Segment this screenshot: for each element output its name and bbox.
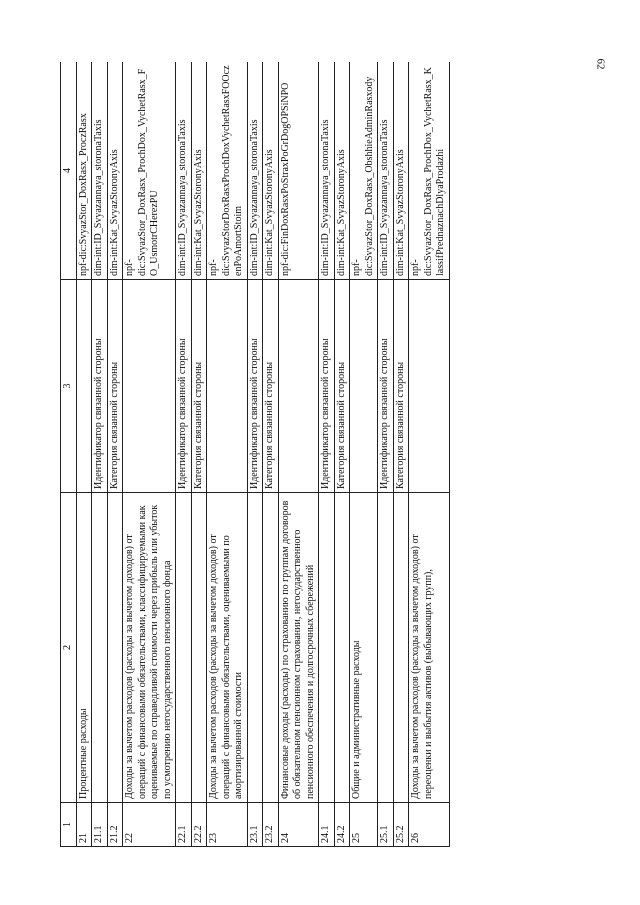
row-name-cell (319, 493, 335, 803)
row-name-cell (176, 493, 192, 803)
xbrl-mapping-table (60, 62, 450, 847)
row-number-cell: 22.2 (191, 803, 207, 847)
table-body (76, 62, 449, 847)
row-code-cell: npf-dic:SvyazStor_DoxRasx_ObshhieAdminRasxody (350, 62, 378, 280)
row-attribute-cell: Идентификатор связанной стороны (247, 280, 263, 493)
table-row (409, 62, 450, 847)
row-code-cell: dim-int:Kat_SvyazStoronyAxis (334, 62, 350, 280)
row-number-cell: 25.2 (393, 803, 409, 847)
row-number-cell: 24.1 (319, 803, 335, 847)
row-code-cell: dim-int:ID_Svyazannaya_storonaTaxis (92, 62, 108, 280)
row-attribute-cell (350, 280, 378, 493)
row-number-cell: 24 (278, 803, 319, 847)
row-code-cell: dim-int:Kat_SvyazStoronyAxis (393, 62, 409, 280)
table-row (334, 62, 350, 847)
row-name-cell: Общие и административные расходы (350, 493, 378, 803)
table-row (107, 62, 123, 847)
header-row (61, 62, 77, 847)
row-code-cell: npf-dic:SvyazStorDoxRasxProchDoxVychetRasxFOOczenPoAmortStoim (207, 62, 248, 280)
row-attribute-cell: Категория связанной стороны (393, 280, 409, 493)
row-name-cell (107, 493, 123, 803)
row-code-cell: dim-int:ID_Svyazannaya_storonaTaxis (319, 62, 335, 280)
row-attribute-cell (76, 280, 92, 493)
table-row (191, 62, 207, 847)
row-attribute-cell: Идентификатор связанной стороны (176, 280, 192, 493)
row-name-cell (334, 493, 350, 803)
row-number-cell: 22.1 (176, 803, 192, 847)
row-code-cell: npf-dic:SvyazStor_DoxRasx_ProchDox_VychetRasx_FO_UsmotrCHerezPU (123, 62, 176, 280)
row-code-cell: dim-int:ID_Svyazannaya_storonaTaxis (378, 62, 394, 280)
row-code-cell: dim-int:Kat_SvyazStoronyAxis (191, 62, 207, 280)
row-name-cell: Доходы за вычетом расходов (расходы за вычетом доходов) от переоценки и выбытия активов (выбывающих групп), (409, 493, 450, 803)
header-col-2: 2 (61, 493, 77, 803)
row-code-cell: dim-int:Kat_SvyazStoronyAxis (263, 62, 279, 280)
table-row (207, 62, 248, 847)
row-number-cell: 21 (76, 803, 92, 847)
header-col-4: 4 (61, 62, 77, 280)
row-name-cell (191, 493, 207, 803)
row-number-cell: 23.1 (247, 803, 263, 847)
row-attribute-cell (278, 280, 319, 493)
row-attribute-cell: Идентификатор связанной стороны (92, 280, 108, 493)
table-row (278, 62, 319, 847)
row-number-cell: 21.2 (107, 803, 123, 847)
row-attribute-cell: Категория связанной стороны (334, 280, 350, 493)
row-code-cell: dim-int:Kat_SvyazStoronyAxis (107, 62, 123, 280)
row-name-cell: Финансовые доходы (расходы) по страхованию по группам договоров об обязательном пенсионном страховании, негосударственного пенсионного обеспечения и долгосрочных сбережений (278, 493, 319, 803)
row-attribute-cell: Категория связанной стороны (191, 280, 207, 493)
row-name-cell: Процентные расходы (76, 493, 92, 803)
row-attribute-cell (207, 280, 248, 493)
table-row (378, 62, 394, 847)
row-number-cell: 25 (350, 803, 378, 847)
table-row (176, 62, 192, 847)
row-code-cell: npf-dic:SvyazStor_DoxRasx_ProchDox_VychetRasx_KlassifPrednaznachDlyaProdazhi (409, 62, 450, 280)
row-name-cell (393, 493, 409, 803)
row-number-cell: 26 (409, 803, 450, 847)
row-code-cell: dim-int:ID_Svyazannaya_storonaTaxis (247, 62, 263, 280)
table-row (350, 62, 378, 847)
row-name-cell: Доходы за вычетом расходов (расходы за вычетом доходов) от операций с финансовыми обязательствами, оцениваемыми по амортизированной стоимости (207, 493, 248, 803)
row-number-cell: 24.2 (334, 803, 350, 847)
row-attribute-cell: Категория связанной стороны (107, 280, 123, 493)
row-name-cell (378, 493, 394, 803)
row-attribute-cell: Категория связанной стороны (263, 280, 279, 493)
row-number-cell: 21.1 (92, 803, 108, 847)
row-name-cell (263, 493, 279, 803)
row-name-cell (247, 493, 263, 803)
table-row (393, 62, 409, 847)
row-code-cell: npf-dic:SvyazStor_DoxRasx_ProczRasx (76, 62, 92, 280)
row-name-cell: Доходы за вычетом расходов (расходы за вычетом доходов) от операций с финансовыми обязательствами, классифицируемыми как оцениваемые по справедливой стоимости через прибыль или убыток по усмотрению негосударственного пенсионного фонда (123, 493, 176, 803)
row-code-cell: dim-int:ID_Svyazannaya_storonaTaxis (176, 62, 192, 280)
row-number-cell: 25.1 (378, 803, 394, 847)
row-number-cell: 23.2 (263, 803, 279, 847)
table-row (319, 62, 335, 847)
row-attribute-cell (409, 280, 450, 493)
header-col-3: 3 (61, 280, 77, 493)
row-number-cell: 23 (207, 803, 248, 847)
page-number: 62 (594, 58, 607, 70)
row-attribute-cell: Идентификатор связанной стороны (319, 280, 335, 493)
row-name-cell (92, 493, 108, 803)
row-attribute-cell (123, 280, 176, 493)
table-row (263, 62, 279, 847)
table-row (92, 62, 108, 847)
table-row (123, 62, 176, 847)
table-row (76, 62, 92, 847)
row-attribute-cell: Идентификатор связанной стороны (378, 280, 394, 493)
row-number-cell: 22 (123, 803, 176, 847)
header-col-1: 1 (61, 803, 77, 847)
table-row (247, 62, 263, 847)
row-code-cell: npf-dic:FinDoxRasxPoStraxPoGrDogOPSiNPO (278, 62, 319, 280)
table-container (60, 62, 560, 847)
